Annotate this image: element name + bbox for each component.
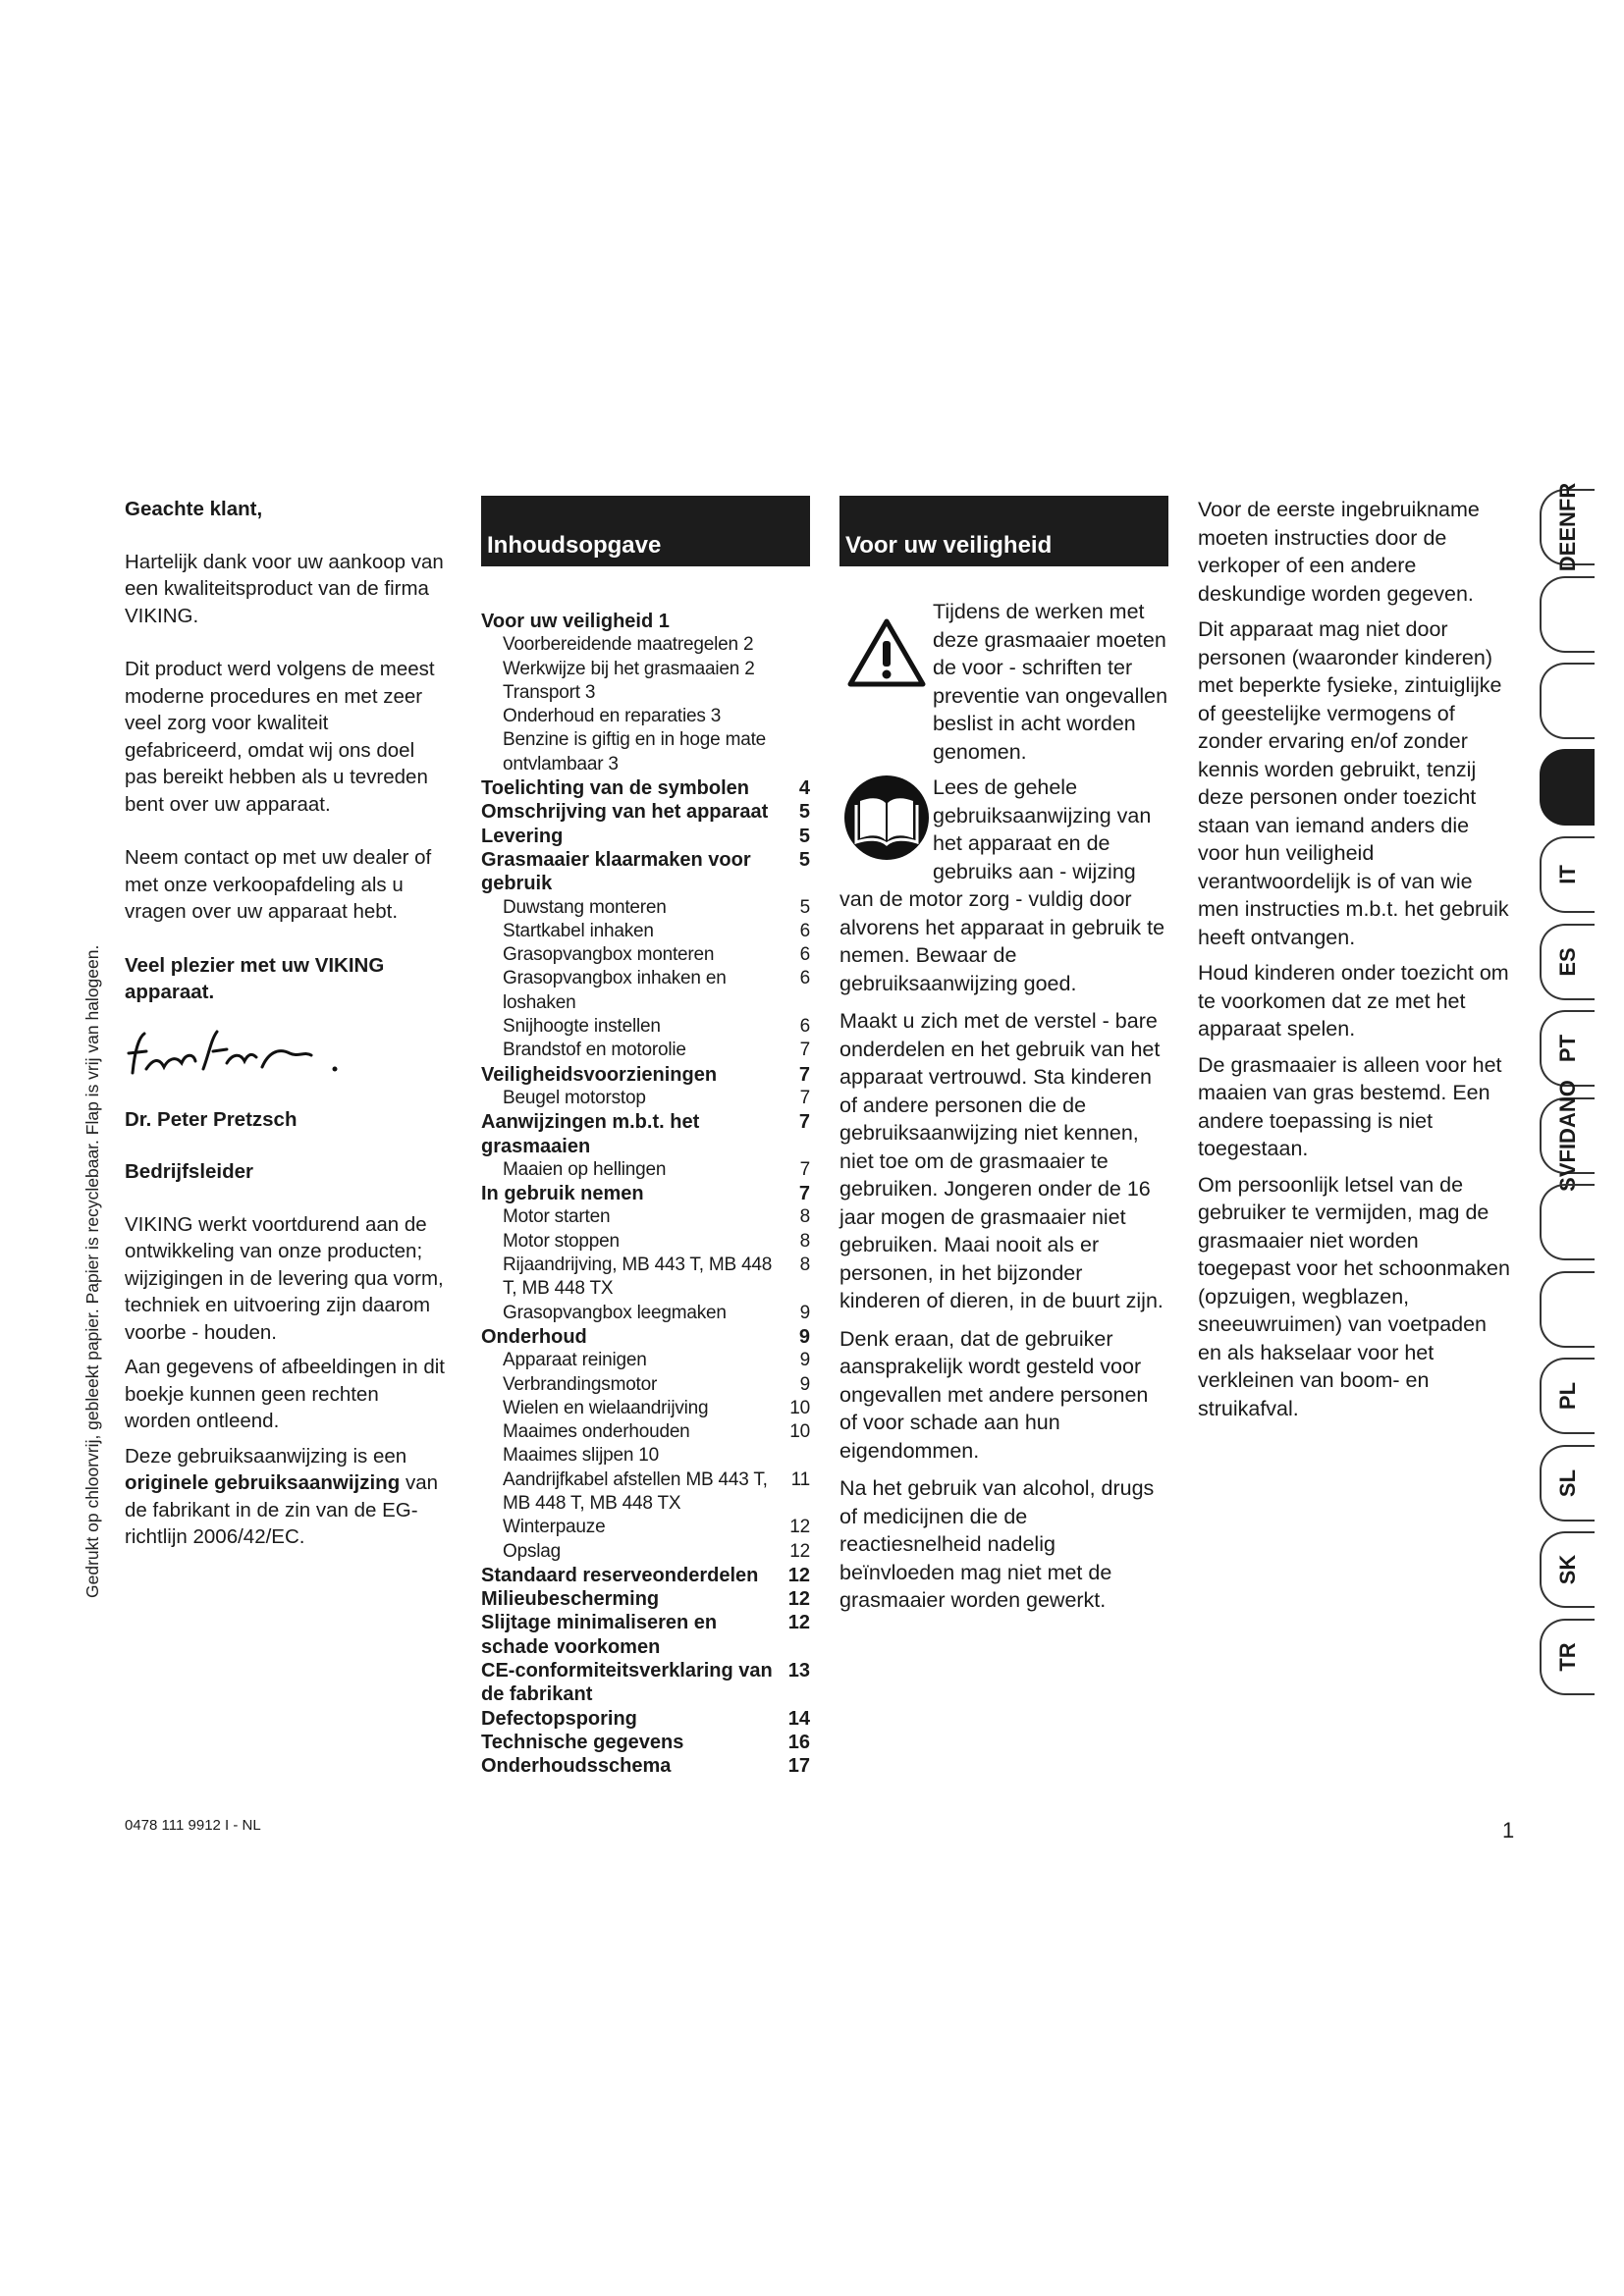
language-tab[interactable]	[1540, 749, 1595, 826]
language-tab[interactable]	[1540, 482, 1595, 572]
toc-entry-label: Apparaat reinigen	[503, 1350, 647, 1371]
table-of-contents	[481, 496, 810, 1779]
toc-entry	[481, 1349, 810, 1372]
toc-entry-page: 12	[789, 1517, 810, 1538]
language-tab[interactable]	[1540, 1358, 1595, 1434]
toc-entry-page: 10	[789, 1421, 810, 1443]
toc-entry-page: 12	[787, 1612, 810, 1634]
toc-entry-label: Aanwijzingen m.b.t. het grasmaaien	[481, 1111, 700, 1157]
safety-continued	[1198, 496, 1512, 1422]
toc-entry-label: Rijaandrijving, MB 443 T, MB 448 T, MB 448 TX	[503, 1255, 773, 1300]
toc-entry-label: Slijtage minimaliseren en schade voorkomen	[481, 1612, 718, 1658]
language-tab[interactable]	[1540, 663, 1595, 739]
manual-icon-box	[839, 774, 933, 883]
greeting: Geachte klant,	[125, 498, 263, 520]
toc-entry-page	[786, 1444, 810, 1468]
toc-entry-page: 9	[798, 1325, 810, 1348]
toc-entry-page: 7	[799, 1087, 810, 1108]
toc-entry-label: Grasopvangbox inhaken en loshaken	[503, 968, 727, 1013]
language-tab-label: TR	[1555, 1642, 1580, 1672]
toc-entry-label: Motor starten	[503, 1206, 611, 1228]
toc-entry-label: Maaimes onderhouden	[503, 1421, 690, 1443]
toc-entry-page: 13	[787, 1660, 810, 1682]
toc-entry-label: Wielen en wielaandrijving	[503, 1397, 709, 1418]
toc-entry-label: Toelichting van de symbolen	[481, 777, 750, 800]
toc-entry	[481, 658, 810, 681]
p6-end: van de fabrikant in de zin van de EG-richtlijn 2006/42/EC.	[125, 1471, 438, 1548]
toc-entry-page: 7	[798, 1111, 810, 1134]
intro-paragraph-3: Neem contact op met uw dealer of met onze verkoopafdeling als u vragen over uw apparaat hebt.	[125, 846, 432, 923]
toc-entry	[481, 1158, 810, 1182]
toc-entry	[481, 776, 810, 800]
toc-entry-label: In gebruik nemen	[481, 1183, 644, 1205]
manual-block	[839, 774, 1168, 997]
language-tab[interactable]	[1540, 1010, 1595, 1087]
language-tab[interactable]	[1540, 1619, 1595, 1695]
language-tab[interactable]	[1540, 1080, 1595, 1192]
language-tab-label: SVFIDANO	[1555, 1080, 1580, 1192]
col4-paragraph-1: Voor de eerste ingebruikname moeten instructies door de verkoper of een andere deskundige worden gegeven.	[1198, 498, 1480, 606]
intro-paragraph-1: Hartelijk dank voor uw aankoop van een kwaliteitsproduct van de firma VIKING.	[125, 550, 444, 627]
toc-entry	[481, 1540, 810, 1564]
toc-entry-page	[786, 633, 810, 657]
toc-entry-label: Beugel motorstop	[503, 1087, 646, 1108]
toc-entry-label: Onderhoud en reparaties 3	[503, 706, 722, 727]
toc-entry-page: 6	[799, 944, 810, 966]
toc-entry-page: 7	[798, 1063, 810, 1086]
toc-entry	[481, 1373, 810, 1397]
intro-paragraph-5: Aan gegevens of afbeeldingen in dit boekje kunnen geen rechten worden ontleend.	[125, 1356, 445, 1432]
language-tab-label: SL	[1555, 1468, 1580, 1498]
toc-entry	[481, 1063, 810, 1087]
toc-entry-label: Transport 3	[503, 681, 596, 703]
toc-entry-page: 12	[787, 1588, 810, 1611]
toc-entry-label: Grasopvangbox monteren	[503, 944, 715, 966]
toc-entry-label: Benzine is giftig en in hoge mate ontvlambaar 3	[503, 729, 767, 774]
language-tab[interactable]	[1540, 1445, 1595, 1522]
toc-entry-label: Voorbereidende maatregelen 2	[503, 634, 754, 656]
toc-entry-page: 11	[790, 1468, 810, 1490]
toc-entry-page: 8	[799, 1206, 810, 1228]
toc-entry-page	[786, 658, 810, 681]
toc-entry-label: Grasmaaier klaarmaken voor gebruik	[481, 848, 751, 895]
p6-bold: originele gebruiksaanwijzing	[125, 1471, 401, 1494]
signature-image	[125, 1024, 449, 1087]
language-tab-label: ES	[1555, 947, 1580, 977]
language-tab-label: PT	[1555, 1034, 1580, 1063]
col4-paragraph-3: Houd kinderen onder toezicht om te voorkomen dat ze met het apparaat spelen.	[1198, 961, 1509, 1041]
toc-entry-page: 10	[789, 1397, 810, 1418]
toc-list	[481, 610, 810, 1779]
toc-entry-label: Veiligheidsvoorzieningen	[481, 1063, 718, 1086]
signature-drawing	[125, 1024, 449, 1087]
p6-start: Deze gebruiksaanwijzing is een	[125, 1444, 407, 1468]
toc-entry	[481, 610, 810, 633]
toc-entry	[481, 896, 810, 920]
toc-entry	[481, 1325, 810, 1349]
toc-header: Inhoudsopgave	[481, 496, 810, 566]
col4-paragraph-2: Dit apparaat mag niet door personen (waaronder kinderen) met beperkte fysieke, zintuiglijke of geestelijke vermogens of zonder ervaring en/of zonder kennis worden gebruikt, tenzij deze personen onder toezicht staan van iemand anders die voor hun veiligheid verantwoordelijk is of van wie men instructies m.b.t. het gebruik heeft ontvangen.	[1198, 617, 1509, 949]
intro-paragraph-2: Dit product werd volgens de meest moderne procedures en met zeer veel zorg voor kwaliteit gefabriceerd, omdat wij ons doel pas bereikt hebben als u tevreden bent over uw apparaat.	[125, 658, 435, 816]
toc-entry-label: Opslag	[503, 1540, 562, 1562]
toc-entry	[481, 1302, 810, 1325]
toc-entry	[481, 1110, 810, 1158]
toc-entry-page: 5	[798, 825, 810, 847]
col4-paragraph-5: Om persoonlijk letsel van de gebruiker te vermijden, mag de grasmaaier niet worden toegepast voor het schoonmaken (opzuigen, wegblazen, sneeuwruimen) van voetpaden en als hakselaar voor het verkleinen van boom- en struikafval.	[1198, 1172, 1510, 1420]
signer-role: Bedrijfsleider	[125, 1160, 254, 1183]
intro-paragraph-6	[125, 1443, 449, 1551]
toc-entry-page: 7	[799, 1040, 810, 1061]
language-tab[interactable]	[1540, 1184, 1595, 1260]
warning-icon-box	[839, 598, 933, 766]
toc-entry-page: 6	[799, 920, 810, 941]
toc-entry	[481, 1611, 810, 1659]
toc-entry-label: Brandstof en motorolie	[503, 1040, 686, 1061]
toc-entry	[481, 1659, 810, 1707]
toc-entry-label: Maaimes slijpen 10	[503, 1445, 660, 1467]
warning-block	[839, 598, 1168, 766]
language-tab-label: SK	[1555, 1554, 1580, 1585]
signer-name: Dr. Peter Pretzsch	[125, 1107, 298, 1131]
toc-entry-page: 8	[799, 1230, 810, 1252]
toc-entry-page: 9	[799, 1302, 810, 1323]
toc-entry	[481, 1587, 810, 1611]
toc-entry	[481, 1230, 810, 1254]
toc-entry	[481, 1087, 810, 1110]
toc-entry-label: Werkwijze bij het grasmaaien 2	[503, 658, 755, 679]
print-note-vertical: Gedrukt op chloorvrij, gebleekt papier. Papier is recyclebaar. Flap is vrij van halogeen.	[82, 944, 102, 1598]
toc-entry	[481, 1205, 810, 1229]
toc-entry-page	[786, 681, 810, 705]
toc-entry-page: 4	[798, 777, 810, 800]
toc-entry-label: Winterpauze	[503, 1517, 606, 1538]
toc-entry	[481, 633, 810, 657]
language-tab[interactable]	[1540, 1271, 1595, 1348]
intro-letter	[125, 496, 449, 1551]
open-book-icon	[842, 774, 931, 862]
toc-entry-page: 7	[798, 1183, 810, 1205]
toc-entry	[481, 825, 810, 848]
toc-entry-page: 12	[789, 1540, 810, 1562]
toc-entry	[481, 1516, 810, 1539]
toc-entry-page: 8	[799, 1255, 810, 1276]
toc-entry	[481, 1754, 810, 1778]
toc-entry-label: Startkabel inhaken	[503, 920, 654, 941]
toc-entry-page: 9	[799, 1373, 810, 1395]
toc-entry	[481, 920, 810, 943]
toc-entry-page: 9	[799, 1350, 810, 1371]
toc-entry	[481, 943, 810, 967]
toc-entry	[481, 1444, 810, 1468]
toc-entry-label: Standaard reserveonderdelen	[481, 1564, 759, 1586]
toc-entry	[481, 1707, 810, 1731]
toc-entry-label: CE-conformiteitsverklaring van de fabrikant	[481, 1660, 773, 1706]
toc-entry-page: 16	[787, 1731, 810, 1753]
language-tab[interactable]	[1540, 1531, 1595, 1608]
toc-entry-label: Onderhoudsschema	[481, 1755, 672, 1778]
safety-paragraph-2: Denk eraan, dat de gebruiker aansprakelijk wordt gesteld voor ongevallen met andere personen of voor schade aan hun eigendommen.	[839, 1326, 1149, 1463]
closing-line: Veel plezier met uw VIKING apparaat.	[125, 953, 385, 1003]
toc-entry-label: Defectopsporing	[481, 1707, 637, 1730]
toc-entry-label: Verbrandingsmotor	[503, 1373, 658, 1395]
toc-entry	[481, 848, 810, 896]
toc-entry-label: Omschrijving van het apparaat	[481, 801, 769, 824]
toc-entry-label: Technische gegevens	[481, 1731, 684, 1753]
warning-triangle-icon	[846, 617, 927, 688]
language-tab-label: IT	[1555, 865, 1580, 884]
toc-entry	[481, 1420, 810, 1444]
toc-entry	[481, 800, 810, 824]
language-tab-label: PL	[1555, 1381, 1580, 1411]
language-tab-label: DEENFR	[1555, 482, 1580, 572]
warning-text: Tijdens de werken met deze grasmaaier moeten de voor - schriften ter preventie van ongevallen beslist in acht worden genomen.	[933, 600, 1168, 764]
toc-entry	[481, 705, 810, 728]
safety-header: Voor uw veiligheid	[839, 496, 1168, 566]
intro-paragraph-4: VIKING werkt voortdurend aan de ontwikkeling van onze producten; wijzigingen in de levering qua vorm, techniek en uitvoering zijn daarom voorbe - houden.	[125, 1212, 444, 1344]
toc-entry	[481, 1397, 810, 1420]
toc-entry-page	[786, 610, 810, 633]
toc-entry	[481, 1468, 810, 1517]
safety-paragraph-3: Na het gebruik van alcohol, drugs of medicijnen die de reactiesnelheid nadelig beïnvloeden mag niet met de grasmaaier worden gewerkt.	[839, 1476, 1155, 1612]
toc-entry	[481, 1039, 810, 1062]
toc-entry-label: Maaien op hellingen	[503, 1158, 667, 1180]
toc-entry-label: Duwstang monteren	[503, 896, 667, 918]
toc-entry-page: 7	[799, 1158, 810, 1180]
toc-entry-page	[786, 728, 810, 776]
document-code: 0478 111 9912 I - NL	[125, 1817, 261, 1834]
toc-entry	[481, 1015, 810, 1039]
toc-entry-label: Snijhoogte instellen	[503, 1016, 661, 1038]
toc-entry-page: 5	[798, 801, 810, 824]
manual-text: Lees de gehele gebruiksaanwijzing van het apparaat en de gebruiks aan - wijzing van de motor zorg - vuldig door alvorens het apparaat in gebruik te nemen. Bewaar de gebruiksaanwijzing goed.	[839, 775, 1165, 995]
toc-entry-page: 14	[787, 1707, 810, 1730]
language-tab[interactable]	[1540, 836, 1595, 913]
toc-entry-label: Voor uw veiligheid 1	[481, 611, 670, 632]
toc-entry	[481, 728, 810, 776]
toc-entry-label: Onderhoud	[481, 1325, 587, 1348]
toc-entry-label: Milieubescherming	[481, 1588, 660, 1611]
toc-entry-page: 5	[799, 896, 810, 918]
toc-entry-page: 6	[799, 1016, 810, 1038]
toc-entry-page: 6	[799, 968, 810, 989]
language-tab[interactable]	[1540, 576, 1595, 653]
toc-entry	[481, 1182, 810, 1205]
page-number: 1	[1502, 1818, 1515, 1842]
col4-paragraph-4: De grasmaaier is alleen voor het maaien van gras bestemd. Een andere toepassing is niet toegestaan.	[1198, 1052, 1502, 1160]
toc-entry	[481, 1731, 810, 1754]
safety-paragraph-1: Maakt u zich met de verstel - bare onderdelen en het gebruik van het apparaat vertrouwd. Sta kinderen of andere personen die de gebruiksaanwijzing niet kennen, niet toe om de grasmaaier te gebruiken. Jongeren onder de 16 jaar mogen de grasmaaier niet gebruiken. Maai nooit als er personen, in het bijzonder kinderen of dieren, in de buurt zijn.	[839, 1009, 1164, 1312]
safety-section	[839, 496, 1168, 1615]
toc-entry-page	[786, 705, 810, 728]
toc-entry-label: Grasopvangbox leegmaken	[503, 1302, 727, 1323]
language-tab[interactable]	[1540, 924, 1595, 1000]
toc-entry-page: 12	[787, 1564, 810, 1586]
toc-entry	[481, 967, 810, 1015]
toc-entry-label: Motor stoppen	[503, 1230, 620, 1252]
toc-entry-page: 17	[787, 1755, 810, 1778]
toc-entry-label: Aandrijfkabel afstellen MB 443 T, MB 448 T, MB 448 TX	[503, 1468, 768, 1514]
toc-entry	[481, 1564, 810, 1587]
toc-entry	[481, 681, 810, 705]
toc-entry-page: 5	[798, 848, 810, 871]
toc-entry-label: Levering	[481, 825, 564, 847]
toc-entry	[481, 1254, 810, 1302]
